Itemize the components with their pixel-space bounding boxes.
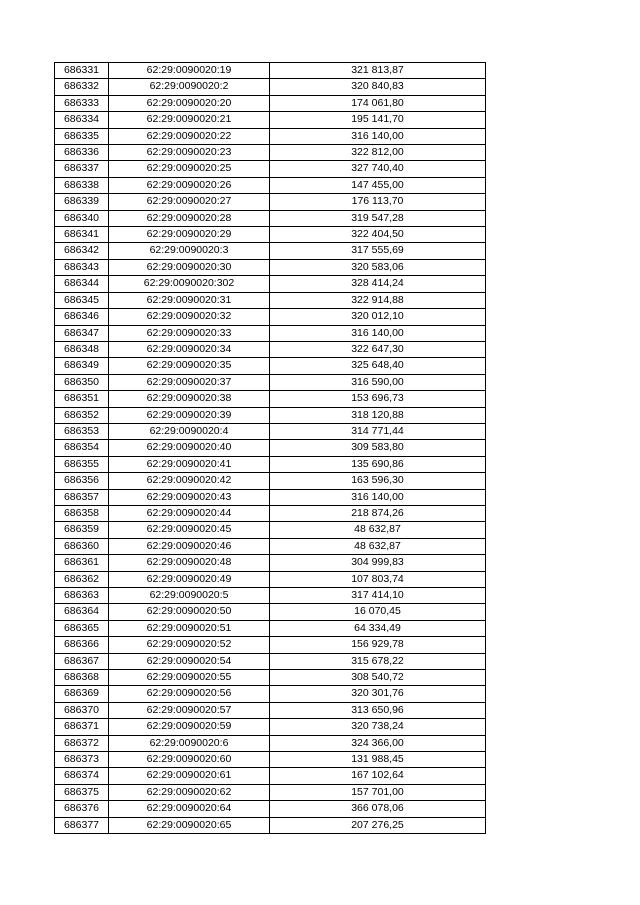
cadastral-number-cell: 62:29:0090020:61 xyxy=(109,768,270,784)
row-id-cell: 686373 xyxy=(55,752,109,768)
value-cell: 163 596,30 xyxy=(270,473,486,489)
value-cell: 195 141,70 xyxy=(270,112,486,128)
table-row xyxy=(55,95,486,111)
cadastral-number-cell: 62:29:0090020:62 xyxy=(109,784,270,800)
row-id-cell: 686371 xyxy=(55,719,109,735)
row-id-cell: 686347 xyxy=(55,325,109,341)
value-cell: 322 404,50 xyxy=(270,227,486,243)
cadastral-number-cell: 62:29:0090020:2 xyxy=(109,79,270,95)
cadastral-number-cell: 62:29:0090020:30 xyxy=(109,259,270,275)
table-row xyxy=(55,374,486,390)
cadastral-number-cell: 62:29:0090020:52 xyxy=(109,637,270,653)
row-id-cell: 686351 xyxy=(55,391,109,407)
row-id-cell: 686345 xyxy=(55,292,109,308)
value-cell: 48 632,87 xyxy=(270,538,486,554)
cadastral-number-cell: 62:29:0090020:40 xyxy=(109,440,270,456)
table-row xyxy=(55,423,486,439)
cadastral-number-cell: 62:29:0090020:57 xyxy=(109,702,270,718)
table-row xyxy=(55,670,486,686)
value-cell: 320 583,06 xyxy=(270,259,486,275)
row-id-cell: 686375 xyxy=(55,784,109,800)
cadastral-number-cell: 62:29:0090020:55 xyxy=(109,670,270,686)
row-id-cell: 686362 xyxy=(55,571,109,587)
value-cell: 308 540,72 xyxy=(270,670,486,686)
row-id-cell: 686366 xyxy=(55,637,109,653)
table-row xyxy=(55,309,486,325)
value-cell: 131 988,45 xyxy=(270,752,486,768)
table-row xyxy=(55,112,486,128)
table-row xyxy=(55,407,486,423)
table-row xyxy=(55,161,486,177)
table-row xyxy=(55,588,486,604)
row-id-cell: 686334 xyxy=(55,112,109,128)
cadastral-number-cell: 62:29:0090020:22 xyxy=(109,128,270,144)
table-row xyxy=(55,653,486,669)
row-id-cell: 686344 xyxy=(55,276,109,292)
value-cell: 313 650,96 xyxy=(270,702,486,718)
cadastral-number-cell: 62:29:0090020:54 xyxy=(109,653,270,669)
cadastral-number-cell: 62:29:0090020:3 xyxy=(109,243,270,259)
cadastral-number-cell: 62:29:0090020:29 xyxy=(109,227,270,243)
cadastral-number-cell: 62:29:0090020:21 xyxy=(109,112,270,128)
cadastral-number-cell: 62:29:0090020:45 xyxy=(109,522,270,538)
cadastral-number-cell: 62:29:0090020:39 xyxy=(109,407,270,423)
row-id-cell: 686355 xyxy=(55,456,109,472)
value-cell: 327 740,40 xyxy=(270,161,486,177)
row-id-cell: 686343 xyxy=(55,259,109,275)
value-cell: 207 276,25 xyxy=(270,817,486,833)
row-id-cell: 686346 xyxy=(55,309,109,325)
row-id-cell: 686369 xyxy=(55,686,109,702)
table-row xyxy=(55,177,486,193)
value-cell: 176 113,70 xyxy=(270,194,486,210)
value-cell: 366 078,06 xyxy=(270,801,486,817)
value-cell: 309 583,80 xyxy=(270,440,486,456)
value-cell: 320 840,83 xyxy=(270,79,486,95)
value-cell: 156 929,78 xyxy=(270,637,486,653)
row-id-cell: 686361 xyxy=(55,555,109,571)
table-row xyxy=(55,735,486,751)
row-id-cell: 686352 xyxy=(55,407,109,423)
table-row xyxy=(55,752,486,768)
table-row xyxy=(55,440,486,456)
value-cell: 320 012,10 xyxy=(270,309,486,325)
row-id-cell: 686333 xyxy=(55,95,109,111)
table-row xyxy=(55,505,486,521)
cadastral-number-cell: 62:29:0090020:56 xyxy=(109,686,270,702)
row-id-cell: 686354 xyxy=(55,440,109,456)
cadastral-number-cell: 62:29:0090020:38 xyxy=(109,391,270,407)
row-id-cell: 686370 xyxy=(55,702,109,718)
cadastral-number-cell: 62:29:0090020:6 xyxy=(109,735,270,751)
row-id-cell: 686376 xyxy=(55,801,109,817)
value-cell: 317 414,10 xyxy=(270,588,486,604)
table-row xyxy=(55,341,486,357)
row-id-cell: 686360 xyxy=(55,538,109,554)
value-cell: 316 140,00 xyxy=(270,325,486,341)
table-row xyxy=(55,571,486,587)
value-cell: 321 813,87 xyxy=(270,63,486,79)
row-id-cell: 686357 xyxy=(55,489,109,505)
value-cell: 317 555,69 xyxy=(270,243,486,259)
row-id-cell: 686374 xyxy=(55,768,109,784)
row-id-cell: 686372 xyxy=(55,735,109,751)
value-cell: 318 120,88 xyxy=(270,407,486,423)
cadastral-number-cell: 62:29:0090020:43 xyxy=(109,489,270,505)
cadastral-number-cell: 62:29:0090020:27 xyxy=(109,194,270,210)
table-row xyxy=(55,128,486,144)
value-cell: 107 803,74 xyxy=(270,571,486,587)
row-id-cell: 686340 xyxy=(55,210,109,226)
cadastral-number-cell: 62:29:0090020:51 xyxy=(109,620,270,636)
value-cell: 328 414,24 xyxy=(270,276,486,292)
table-row xyxy=(55,276,486,292)
table-row xyxy=(55,637,486,653)
table-row xyxy=(55,145,486,161)
row-id-cell: 686339 xyxy=(55,194,109,210)
value-cell: 322 647,30 xyxy=(270,341,486,357)
cadastral-number-cell: 62:29:0090020:33 xyxy=(109,325,270,341)
value-cell: 320 301,76 xyxy=(270,686,486,702)
table-row xyxy=(55,79,486,95)
table-row xyxy=(55,784,486,800)
row-id-cell: 686336 xyxy=(55,145,109,161)
cadastral-number-cell: 62:29:0090020:31 xyxy=(109,292,270,308)
value-cell: 316 590,00 xyxy=(270,374,486,390)
cadastral-number-cell: 62:29:0090020:60 xyxy=(109,752,270,768)
table-row xyxy=(55,292,486,308)
value-cell: 320 738,24 xyxy=(270,719,486,735)
cadastral-number-cell: 62:29:0090020:41 xyxy=(109,456,270,472)
table-row xyxy=(55,522,486,538)
table-row xyxy=(55,194,486,210)
value-cell: 316 140,00 xyxy=(270,128,486,144)
cadastral-number-cell: 62:29:0090020:23 xyxy=(109,145,270,161)
table-row xyxy=(55,243,486,259)
cadastral-number-cell: 62:29:0090020:50 xyxy=(109,604,270,620)
table-row xyxy=(55,538,486,554)
value-cell: 135 690,86 xyxy=(270,456,486,472)
value-cell: 16 070,45 xyxy=(270,604,486,620)
cadastral-number-cell: 62:29:0090020:46 xyxy=(109,538,270,554)
value-cell: 314 771,44 xyxy=(270,423,486,439)
table-row xyxy=(55,801,486,817)
table-row xyxy=(55,456,486,472)
row-id-cell: 686349 xyxy=(55,358,109,374)
value-cell: 218 874,26 xyxy=(270,505,486,521)
table-row xyxy=(55,620,486,636)
row-id-cell: 686359 xyxy=(55,522,109,538)
row-id-cell: 686367 xyxy=(55,653,109,669)
value-cell: 319 547,28 xyxy=(270,210,486,226)
table-row xyxy=(55,63,486,79)
table-row xyxy=(55,768,486,784)
row-id-cell: 686363 xyxy=(55,588,109,604)
row-id-cell: 686356 xyxy=(55,473,109,489)
table-row xyxy=(55,391,486,407)
table-body xyxy=(55,63,486,834)
table-row xyxy=(55,817,486,833)
value-cell: 325 648,40 xyxy=(270,358,486,374)
cadastral-number-cell: 62:29:0090020:42 xyxy=(109,473,270,489)
value-cell: 322 812,00 xyxy=(270,145,486,161)
value-cell: 322 914,88 xyxy=(270,292,486,308)
cadastral-number-cell: 62:29:0090020:37 xyxy=(109,374,270,390)
table-row xyxy=(55,473,486,489)
value-cell: 174 061,80 xyxy=(270,95,486,111)
row-id-cell: 686337 xyxy=(55,161,109,177)
cadastral-number-cell: 62:29:0090020:26 xyxy=(109,177,270,193)
value-cell: 147 455,00 xyxy=(270,177,486,193)
row-id-cell: 686331 xyxy=(55,63,109,79)
cadastral-number-cell: 62:29:0090020:48 xyxy=(109,555,270,571)
row-id-cell: 686358 xyxy=(55,505,109,521)
cadastral-number-cell: 62:29:0090020:4 xyxy=(109,423,270,439)
cadastral-number-cell: 62:29:0090020:65 xyxy=(109,817,270,833)
table-row xyxy=(55,686,486,702)
cadastral-number-cell: 62:29:0090020:28 xyxy=(109,210,270,226)
row-id-cell: 686368 xyxy=(55,670,109,686)
cadastral-number-cell: 62:29:0090020:19 xyxy=(109,63,270,79)
table-row xyxy=(55,489,486,505)
cadastral-number-cell: 62:29:0090020:20 xyxy=(109,95,270,111)
data-table xyxy=(54,62,486,834)
table-row xyxy=(55,702,486,718)
cadastral-number-cell: 62:29:0090020:44 xyxy=(109,505,270,521)
row-id-cell: 686338 xyxy=(55,177,109,193)
value-cell: 316 140,00 xyxy=(270,489,486,505)
table-row xyxy=(55,604,486,620)
value-cell: 324 366,00 xyxy=(270,735,486,751)
row-id-cell: 686350 xyxy=(55,374,109,390)
cadastral-number-cell: 62:29:0090020:32 xyxy=(109,309,270,325)
cadastral-number-cell: 62:29:0090020:25 xyxy=(109,161,270,177)
value-cell: 153 696,73 xyxy=(270,391,486,407)
value-cell: 157 701,00 xyxy=(270,784,486,800)
row-id-cell: 686335 xyxy=(55,128,109,144)
value-cell: 48 632,87 xyxy=(270,522,486,538)
row-id-cell: 686353 xyxy=(55,423,109,439)
table-row xyxy=(55,227,486,243)
table-row xyxy=(55,210,486,226)
row-id-cell: 686365 xyxy=(55,620,109,636)
table-row xyxy=(55,358,486,374)
row-id-cell: 686341 xyxy=(55,227,109,243)
value-cell: 64 334,49 xyxy=(270,620,486,636)
cadastral-number-cell: 62:29:0090020:59 xyxy=(109,719,270,735)
row-id-cell: 686342 xyxy=(55,243,109,259)
cadastral-number-cell: 62:29:0090020:64 xyxy=(109,801,270,817)
row-id-cell: 686364 xyxy=(55,604,109,620)
value-cell: 304 999,83 xyxy=(270,555,486,571)
row-id-cell: 686377 xyxy=(55,817,109,833)
row-id-cell: 686348 xyxy=(55,341,109,357)
cadastral-number-cell: 62:29:0090020:34 xyxy=(109,341,270,357)
cadastral-number-cell: 62:29:0090020:5 xyxy=(109,588,270,604)
value-cell: 167 102,64 xyxy=(270,768,486,784)
cadastral-number-cell: 62:29:0090020:302 xyxy=(109,276,270,292)
table-row xyxy=(55,719,486,735)
table-row xyxy=(55,259,486,275)
row-id-cell: 686332 xyxy=(55,79,109,95)
table-row xyxy=(55,555,486,571)
table-row xyxy=(55,325,486,341)
cadastral-number-cell: 62:29:0090020:35 xyxy=(109,358,270,374)
value-cell: 315 678,22 xyxy=(270,653,486,669)
cadastral-number-cell: 62:29:0090020:49 xyxy=(109,571,270,587)
